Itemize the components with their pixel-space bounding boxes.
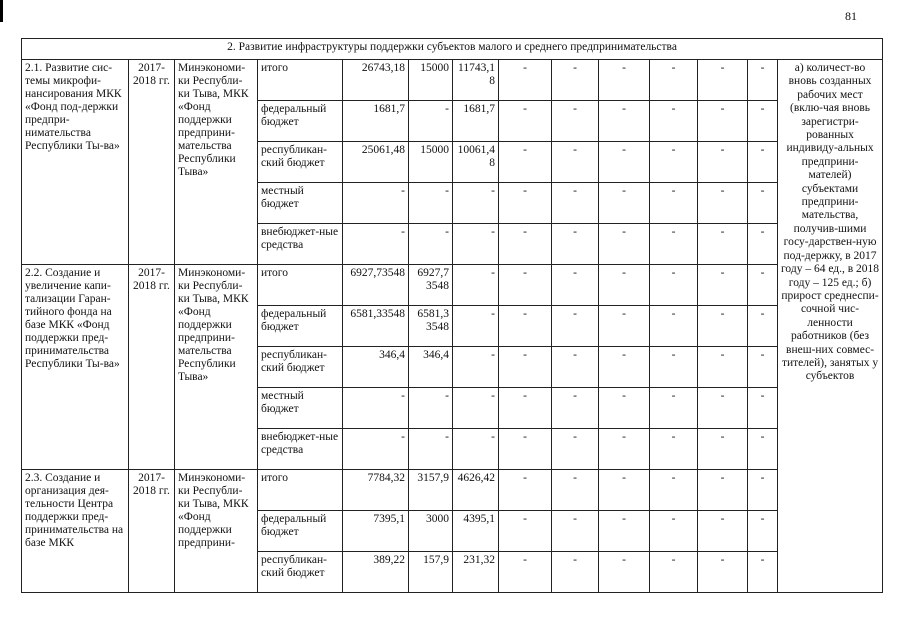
amount-other: -	[599, 470, 650, 511]
amount-2017: 346,4	[409, 347, 453, 388]
amount-other: -	[650, 224, 698, 265]
amount-other: -	[499, 183, 552, 224]
funding-source: федеральный бюджет	[258, 101, 343, 142]
amount-other: -	[748, 265, 778, 306]
amount-other: -	[499, 388, 552, 429]
table-row	[22, 265, 883, 306]
amount-other: -	[650, 265, 698, 306]
amount-other: -	[499, 552, 552, 593]
amount-2018: -	[453, 306, 499, 347]
amount-other: -	[698, 60, 748, 101]
amount-other: -	[748, 183, 778, 224]
amount-total: 26743,18	[343, 60, 409, 101]
page-number: 81	[845, 9, 857, 23]
amount-total: -	[343, 429, 409, 470]
expected-result: а) количест-во вновь созданных рабочих мест (вклю-чая вновь зарегистри-рованных индивиду-альных предприни-мателей) субъектами предприни-мательства, получив-шими госу-дарствен-ную под-держку, в 2017 году – 64 ед., в 2018 году – 125 ед.; б) прирост среднеспи-сочной чис-ленности работников (без внеш-них совмес-тителей), занятых у субъектов	[778, 60, 883, 593]
measure-executor: Минэкономи-ки Республи-ки Тыва, МКК «Фонд поддержки предприни-мательства Республики Тыва»	[175, 265, 258, 470]
funding-source: федеральный бюджет	[258, 306, 343, 347]
amount-other: -	[552, 224, 599, 265]
amount-2017: -	[409, 388, 453, 429]
amount-other: -	[698, 347, 748, 388]
amount-other: -	[650, 470, 698, 511]
measure-executor: Минэкономи-ки Республи-ки Тыва, МКК «Фонд поддержки предприни-мательства Республики Тыва»	[175, 60, 258, 265]
amount-2017: -	[409, 101, 453, 142]
amount-2017: 3000	[409, 511, 453, 552]
amount-2017: 6927,73548	[409, 265, 453, 306]
program-table	[21, 38, 883, 593]
amount-other: -	[552, 142, 599, 183]
funding-source: республикан-ский бюджет	[258, 552, 343, 593]
amount-total: 389,22	[343, 552, 409, 593]
amount-other: -	[698, 552, 748, 593]
amount-other: -	[552, 183, 599, 224]
amount-other: -	[748, 388, 778, 429]
amount-other: -	[650, 183, 698, 224]
amount-2018: -	[453, 429, 499, 470]
amount-other: -	[698, 306, 748, 347]
amount-2018: 4626,42	[453, 470, 499, 511]
amount-other: -	[599, 183, 650, 224]
amount-other: -	[650, 347, 698, 388]
amount-total: 1681,7	[343, 101, 409, 142]
amount-other: -	[499, 142, 552, 183]
amount-total: 25061,48	[343, 142, 409, 183]
measure-period: 2017-2018 гг.	[129, 470, 175, 593]
amount-other: -	[499, 511, 552, 552]
amount-other: -	[599, 224, 650, 265]
amount-total: -	[343, 388, 409, 429]
amount-2018: -	[453, 265, 499, 306]
amount-2017: -	[409, 429, 453, 470]
amount-2018: 10061,48	[453, 142, 499, 183]
amount-other: -	[499, 306, 552, 347]
amount-2017: 6581,33548	[409, 306, 453, 347]
amount-other: -	[499, 265, 552, 306]
amount-other: -	[650, 142, 698, 183]
amount-other: -	[599, 429, 650, 470]
amount-other: -	[650, 101, 698, 142]
funding-source: внебюджет-ные средства	[258, 429, 343, 470]
amount-other: -	[650, 306, 698, 347]
amount-2017: -	[409, 183, 453, 224]
amount-2018: -	[453, 388, 499, 429]
amount-other: -	[650, 60, 698, 101]
amount-2018: -	[453, 347, 499, 388]
amount-other: -	[599, 511, 650, 552]
funding-source: федеральный бюджет	[258, 511, 343, 552]
amount-2018: 1681,7	[453, 101, 499, 142]
measure-executor: Минэкономи-ки Республи-ки Тыва, МКК «Фонд поддержки предприни-	[175, 470, 258, 593]
amount-total: 6581,33548	[343, 306, 409, 347]
amount-other: -	[599, 101, 650, 142]
amount-other: -	[748, 552, 778, 593]
amount-other: -	[552, 470, 599, 511]
funding-source: республикан-ский бюджет	[258, 347, 343, 388]
measure-period: 2017-2018 гг.	[129, 60, 175, 265]
amount-2018: 11743,18	[453, 60, 499, 101]
amount-total: 7395,1	[343, 511, 409, 552]
amount-other: -	[698, 224, 748, 265]
table-row	[22, 470, 883, 511]
amount-other: -	[599, 388, 650, 429]
amount-other: -	[552, 429, 599, 470]
amount-2017: 15000	[409, 142, 453, 183]
amount-other: -	[698, 511, 748, 552]
amount-other: -	[599, 306, 650, 347]
amount-other: -	[599, 142, 650, 183]
amount-other: -	[748, 60, 778, 101]
amount-other: -	[499, 429, 552, 470]
amount-other: -	[552, 101, 599, 142]
amount-other: -	[599, 347, 650, 388]
funding-source: внебюджет-ные средства	[258, 224, 343, 265]
amount-total: 346,4	[343, 347, 409, 388]
amount-other: -	[552, 511, 599, 552]
amount-other: -	[499, 60, 552, 101]
amount-other: -	[650, 511, 698, 552]
amount-other: -	[650, 388, 698, 429]
amount-other: -	[748, 101, 778, 142]
measure-name: 2.1. Развитие сис-темы микрофи-нансирования МКК «Фонд под-держки предпри-нимательства Республики Ты-ва»	[22, 60, 129, 265]
amount-2017: 157,9	[409, 552, 453, 593]
amount-other: -	[748, 306, 778, 347]
scan-edge-mark	[0, 0, 3, 22]
amount-other: -	[748, 142, 778, 183]
amount-other: -	[599, 265, 650, 306]
amount-other: -	[748, 347, 778, 388]
amount-other: -	[650, 429, 698, 470]
table-row	[22, 60, 883, 101]
amount-other: -	[499, 101, 552, 142]
amount-2017: -	[409, 224, 453, 265]
amount-2017: 15000	[409, 60, 453, 101]
funding-source: итого	[258, 60, 343, 101]
amount-other: -	[748, 429, 778, 470]
amount-total: -	[343, 183, 409, 224]
section-title: 2. Развитие инфраструктуры поддержки субъектов малого и среднего предпринимательства	[22, 39, 883, 60]
amount-other: -	[599, 60, 650, 101]
amount-other: -	[698, 142, 748, 183]
amount-other: -	[698, 388, 748, 429]
amount-total: 7784,32	[343, 470, 409, 511]
amount-other: -	[552, 306, 599, 347]
amount-other: -	[599, 552, 650, 593]
amount-other: -	[748, 224, 778, 265]
amount-total: -	[343, 224, 409, 265]
amount-other: -	[552, 60, 599, 101]
funding-source: республикан-ский бюджет	[258, 142, 343, 183]
measure-name: 2.3. Создание и организация дея-тельности Центра поддержки пред-принимательства на базе МКК	[22, 470, 129, 593]
amount-2018: 4395,1	[453, 511, 499, 552]
amount-2018: 231,32	[453, 552, 499, 593]
amount-other: -	[552, 552, 599, 593]
section-header-row	[22, 39, 883, 60]
amount-other: -	[552, 265, 599, 306]
amount-other: -	[499, 224, 552, 265]
measure-name: 2.2. Создание и увеличение капи-тализации Гаран-тийного фонда на базе МКК «Фонд поддержки пред-принимательства Республики Ты-ва»	[22, 265, 129, 470]
amount-2017: 3157,9	[409, 470, 453, 511]
measure-period: 2017-2018 гг.	[129, 265, 175, 470]
amount-2018: -	[453, 224, 499, 265]
amount-other: -	[552, 388, 599, 429]
amount-total: 6927,73548	[343, 265, 409, 306]
amount-other: -	[748, 470, 778, 511]
amount-other: -	[499, 347, 552, 388]
amount-other: -	[499, 470, 552, 511]
amount-other: -	[698, 101, 748, 142]
funding-source: итого	[258, 265, 343, 306]
funding-source: местный бюджет	[258, 388, 343, 429]
funding-source: итого	[258, 470, 343, 511]
amount-other: -	[698, 265, 748, 306]
amount-other: -	[748, 511, 778, 552]
amount-other: -	[698, 429, 748, 470]
amount-other: -	[552, 347, 599, 388]
amount-other: -	[698, 183, 748, 224]
funding-source: местный бюджет	[258, 183, 343, 224]
amount-2018: -	[453, 183, 499, 224]
amount-other: -	[698, 470, 748, 511]
amount-other: -	[650, 552, 698, 593]
